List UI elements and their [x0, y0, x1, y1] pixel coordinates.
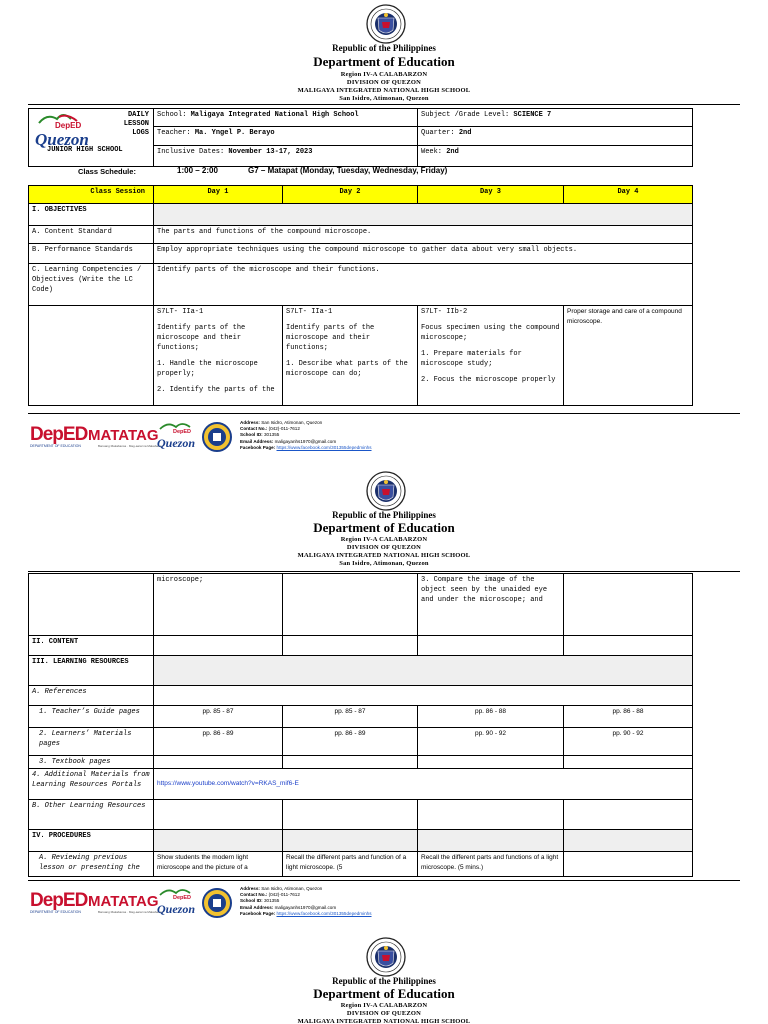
- day3-objectives-cont: 3. Compare the image of the object seen by the unaided eye and under the microscope; and: [418, 574, 564, 636]
- header-region: Region IV-A CALABARZON: [340, 1002, 428, 1009]
- matatag-logo: MATATAG Bansang Makabansa · Mag-aaral na Makabansa: [88, 893, 163, 914]
- svg-text:DepED: DepED: [173, 895, 192, 901]
- col-class-session: Class Session: [29, 186, 154, 204]
- week-value: 2nd: [446, 148, 459, 156]
- deped-seal-icon: [366, 471, 406, 511]
- header-address: San Isidro, Atimonan, Quezon: [339, 560, 429, 567]
- week-cell: Week: 2nd: [418, 146, 693, 167]
- additional-label: 4. Additional Materials from Learning Resources Portals: [29, 769, 154, 800]
- col-day3: Day 3: [418, 186, 564, 204]
- content-std-label: A. Content Standard: [29, 226, 154, 244]
- day1-obj-line1: Identify parts of the microscope and their functions;: [157, 324, 246, 352]
- header-division: DIVISION OF QUEZON: [346, 544, 422, 551]
- svg-text:DepED: DepED: [55, 121, 82, 130]
- dll-title-3: LOGS: [132, 129, 149, 137]
- footer-rule-2: [28, 880, 740, 881]
- deped-seal-icon: [366, 4, 406, 44]
- quezon-logo-icon: [156, 887, 198, 919]
- svg-text:Quezon: Quezon: [35, 130, 89, 149]
- dates-cell: Inclusive Dates: November 13-17, 2023: [154, 146, 418, 167]
- schedule-time: 1:00 – 2:00: [177, 166, 218, 175]
- footer-rule-1: [28, 413, 740, 414]
- day1-objectives: [154, 306, 283, 406]
- deped-logo: DepED DEPARTMENT OF EDUCATION: [30, 890, 88, 914]
- dll-title-2: LESSON: [123, 120, 149, 128]
- header-school: MALIGAYA INTEGRATED NATIONAL HIGH SCHOOL: [297, 1018, 471, 1024]
- facebook-link[interactable]: https://www.facebook.com/301355depedminhs: [276, 444, 372, 450]
- dll-title-jhs: JUNIOR HIGH SCHOOL: [47, 146, 123, 154]
- deped-seal-icon: [366, 937, 406, 977]
- matatag-logo: MATATAG Bansang Makabansa · Mag-aaral na Makabansa: [88, 427, 163, 448]
- schedule-label: Class Schedule:: [78, 167, 136, 176]
- resources-heading: III. LEARNING RESOURCES: [29, 656, 154, 686]
- lc-detail-cont: [29, 574, 154, 636]
- footer-1: [30, 418, 430, 458]
- day4-objectives: [564, 306, 693, 406]
- review-day3: Recall the different parts and functions of a light microscope. (5 mins.): [418, 852, 564, 877]
- footer-contact-info: Address: San Isidro, Atimonan, Quezon Contact No.: (042)-011-7612 School ID: 301355 Email Address: maligayanhs1970@gmail.com Facebook Page: https://www.facebook.com/301355depedminhs: [240, 886, 372, 916]
- header-republic: Republic of the Philippines: [332, 43, 436, 53]
- review-day2: Recall the different parts and function of a light microscope. (5: [283, 852, 418, 877]
- tg-label: 1. Teacher’s Guide pages: [29, 706, 154, 728]
- svg-text:DepED: DepED: [173, 429, 192, 435]
- day2-code: S7LT- IIa-1: [286, 308, 333, 316]
- dll-title-1: DAILY: [127, 111, 149, 119]
- dll-logo-cell: [29, 109, 154, 167]
- day3-obj-line3: 2. Focus the microscope properly: [421, 376, 556, 384]
- header-school: MALIGAYA INTEGRATED NATIONAL HIGH SCHOOL: [297, 87, 471, 94]
- teacher-value: Ma. Yngel P. Berayo: [194, 129, 275, 137]
- review-label: A. Reviewing previous lesson or presenting the: [29, 852, 154, 877]
- header-rule: [28, 104, 740, 105]
- perf-std-value: Employ appropriate techniques using the compound microscope to gather data about very small objects.: [154, 244, 693, 264]
- col-day1: Day 1: [154, 186, 283, 204]
- header-school: MALIGAYA INTEGRATED NATIONAL HIGH SCHOOL: [297, 552, 471, 559]
- schedule-class: G7 – Matapat (Monday, Tuesday, Wednesday, Friday): [248, 166, 448, 175]
- tg-day4: pp. 86 - 88: [564, 706, 693, 728]
- header-address: San Isidro, Atimonan, Quezon: [339, 95, 429, 102]
- day1-obj-line3: 2. Identify the parts of the: [157, 386, 275, 394]
- day1-objectives-cont: microscope;: [154, 574, 283, 636]
- references-label: A. References: [29, 686, 154, 706]
- col-day4: Day 4: [564, 186, 693, 204]
- day3-code: S7LT- IIb-2: [421, 308, 468, 316]
- header-region: Region IV-A CALABARZON: [340, 536, 428, 543]
- school-value: Maligaya Integrated National High School: [190, 111, 359, 119]
- day3-objectives: [418, 306, 564, 406]
- lm-label: 2. Learners’ Materials pages: [29, 728, 154, 756]
- svg-text:Quezon: Quezon: [157, 902, 196, 916]
- footer-contact-info: Address: San Isidro, Atimonan, Quezon Contact No.: (042)-011-7612 School ID: 301355 Email Address: maligayanhs1970@gmail.com Facebook Page: https://www.facebook.com/301355depedminhs: [240, 420, 372, 450]
- day2-obj-line1: Identify parts of the microscope and their functions;: [286, 324, 375, 352]
- facebook-link[interactable]: https://www.facebook.com/301355depedminhs: [276, 910, 372, 916]
- school-cell: School: Maligaya Integrated National High School: [154, 109, 418, 127]
- header-division: DIVISION OF QUEZON: [346, 79, 422, 86]
- day2-obj-line2: 1. Describe what parts of the microscope can do;: [286, 360, 408, 378]
- lc-label: C. Learning Competencies / Objectives (Write the LC Code): [29, 264, 154, 306]
- day4-objectives-cont: [564, 574, 693, 636]
- dll-main-table-p1: [28, 185, 693, 406]
- tg-day2: pp. 85 - 87: [283, 706, 418, 728]
- header-department: Department of Education: [313, 520, 455, 535]
- content-heading: II. CONTENT: [29, 636, 154, 656]
- perf-std-label: B. Performance Standards: [29, 244, 154, 264]
- day3-obj-line2: 1. Prepare materials for microscope study;: [421, 350, 522, 368]
- content-std-value: The parts and functions of the compound microscope.: [154, 226, 693, 244]
- textbook-label: 3. Textbook pages: [29, 756, 154, 769]
- footer-2: [30, 884, 430, 924]
- other-resources-label: B. Other Learning Resources: [29, 800, 154, 830]
- lc-value: Identify parts of the microscope and their functions.: [154, 264, 693, 306]
- quarter-value: 2nd: [458, 129, 472, 137]
- objectives-blank: [154, 204, 693, 226]
- deped-logo: DepED DEPARTMENT OF EDUCATION: [30, 424, 88, 448]
- dates-value: November 13-17, 2023: [228, 148, 313, 156]
- tg-day1: pp. 85 - 87: [154, 706, 283, 728]
- quarter-cell: Quarter: 2nd: [418, 127, 693, 146]
- lm-day1: pp. 86 - 89: [154, 728, 283, 756]
- objectives-heading: I. OBJECTIVES: [29, 204, 154, 226]
- lm-day4: pp. 90 - 92: [564, 728, 693, 756]
- subject-value: SCIENCE 7: [513, 111, 552, 119]
- header-division: DIVISION OF QUEZON: [346, 1010, 422, 1017]
- additional-link[interactable]: https://www.youtube.com/watch?v=RKAS_mif6-E: [154, 769, 693, 800]
- subject-cell: Subject /Grade Level: SCIENCE 7: [418, 109, 693, 127]
- day1-code: S7LT- IIa-1: [157, 308, 204, 316]
- dll-main-table-p2: [28, 573, 693, 877]
- lm-day3: pp. 90 - 92: [418, 728, 564, 756]
- header-republic: Republic of the Philippines: [332, 510, 436, 520]
- header-rule: [28, 571, 740, 572]
- svg-text:Quezon: Quezon: [157, 436, 196, 450]
- day2-objectives-cont: [283, 574, 418, 636]
- day2-objectives: [283, 306, 418, 406]
- day3-obj-line1: Focus specimen using the compound microscope;: [421, 324, 560, 342]
- day1-obj-line2: 1. Handle the microscope properly;: [157, 360, 258, 378]
- header-department: Department of Education: [313, 54, 455, 69]
- lm-day2: pp. 86 - 89: [283, 728, 418, 756]
- header-region: Region IV-A CALABARZON: [340, 71, 428, 78]
- tg-day3: pp. 86 - 88: [418, 706, 564, 728]
- school-seal-icon: [202, 888, 232, 918]
- lc-detail-label: [29, 306, 154, 406]
- header-republic: Republic of the Philippines: [332, 976, 436, 986]
- school-seal-icon: [202, 422, 232, 452]
- dll-info-table: [28, 108, 693, 167]
- header-department: Department of Education: [313, 986, 455, 1001]
- quezon-logo-icon: [156, 421, 198, 453]
- col-day2: Day 2: [283, 186, 418, 204]
- review-day1: Show students the modern light microscope and the picture of a: [154, 852, 283, 877]
- procedures-heading: IV. PROCEDURES: [29, 830, 154, 852]
- day4-obj-line1: Proper storage and care of a compound microscope.: [567, 308, 682, 325]
- teacher-cell: Teacher: Ma. Yngel P. Berayo: [154, 127, 418, 146]
